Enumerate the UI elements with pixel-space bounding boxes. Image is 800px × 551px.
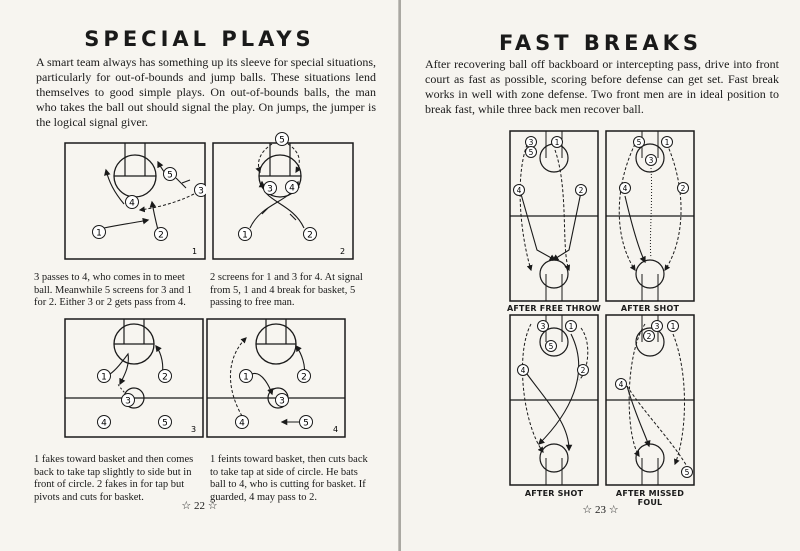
svg-text:4: 4 xyxy=(622,184,628,193)
player-3-marker xyxy=(264,182,277,195)
player-2-marker xyxy=(304,228,317,241)
fast-break-label-3: AFTER SHOT xyxy=(524,489,584,498)
svg-text:4: 4 xyxy=(129,198,135,209)
svg-text:4: 4 xyxy=(101,418,107,429)
player-3-marker xyxy=(276,394,289,407)
player-5-marker xyxy=(164,168,177,181)
player-5-marker xyxy=(300,416,313,429)
svg-text:1: 1 xyxy=(96,228,102,239)
svg-text:5: 5 xyxy=(162,418,168,429)
svg-text:2: 2 xyxy=(158,230,164,241)
svg-text:2: 2 xyxy=(580,366,586,375)
diagram-number: 4 xyxy=(333,425,339,434)
player-2-marker xyxy=(159,370,172,383)
player-5-marker-top xyxy=(272,130,292,150)
svg-text:1: 1 xyxy=(101,372,107,383)
fast-break-diagram-3 xyxy=(509,314,599,486)
left-intro-text: A smart team always has something up its sleeve for special situations, particularly for out-of-bounds and jump balls. These situations lend themselves to good simple plays. On out-of-bounds balls, the man who takes the ball out should signal the play. On jumps, the jumper is the logical signal giver. xyxy=(36,55,376,129)
svg-text:4: 4 xyxy=(239,418,245,429)
player-1-marker xyxy=(239,228,252,241)
svg-text:3: 3 xyxy=(528,138,534,147)
svg-text:3: 3 xyxy=(198,186,204,197)
player-2-marker xyxy=(155,228,168,241)
player-4-marker xyxy=(126,196,139,209)
svg-text:3: 3 xyxy=(279,396,285,407)
player-1-marker xyxy=(240,370,253,383)
play-diagram-2 xyxy=(212,142,354,260)
player-5-marker xyxy=(159,416,172,429)
play-diagram-1 xyxy=(64,142,206,260)
svg-text:3: 3 xyxy=(654,322,660,331)
fast-break-diagram-2 xyxy=(605,130,695,302)
svg-text:5: 5 xyxy=(167,170,173,181)
fast-break-diagram-1 xyxy=(509,130,599,302)
svg-text:5: 5 xyxy=(636,138,642,147)
svg-text:4: 4 xyxy=(289,183,295,194)
diagram-1-caption: 3 passes to 4, who comes in to meet ball. Meanwhile 5 screens for 3 and 1 for 2. Either 3 or 2 gets pass from 4. xyxy=(34,272,193,309)
svg-text:1: 1 xyxy=(664,138,670,147)
diagram-4-caption: 1 feints toward basket, then cuts back to take tap at side of circle. He bats ball to 4, who is cutting for basket. If guarded, 4 may pass to 2. xyxy=(210,454,368,503)
left-page-number: ☆ 22 ☆ xyxy=(181,500,218,512)
diagram-3-caption: 1 fakes toward basket and then comes back to take tap slightly to side but in front of circle. 2 fakes in for tap but pivots and cuts for basket. xyxy=(34,454,194,503)
fast-break-label-4: AFTER MISSED FOUL xyxy=(615,489,685,507)
right-page xyxy=(401,0,800,551)
svg-text:2: 2 xyxy=(680,184,686,193)
svg-text:2: 2 xyxy=(162,372,168,383)
right-page-title: FAST BREAKS xyxy=(498,31,703,55)
player-4-marker xyxy=(98,416,111,429)
svg-text:1: 1 xyxy=(243,372,249,383)
svg-text:2: 2 xyxy=(578,186,584,195)
player-3-marker xyxy=(195,184,207,197)
svg-text:3: 3 xyxy=(125,396,131,407)
svg-text:3: 3 xyxy=(540,322,546,331)
left-page-title: SPECIAL PLAYS xyxy=(84,27,315,51)
svg-text:5: 5 xyxy=(684,468,690,477)
diagram-2-caption: 2 screens for 1 and 3 for 4. At signal from 5, 1 and 4 break for basket, 5 passing to free man. xyxy=(210,272,363,309)
fast-break-diagram-4 xyxy=(605,314,695,486)
svg-text:5: 5 xyxy=(528,148,534,157)
svg-text:5: 5 xyxy=(548,342,554,351)
svg-text:4: 4 xyxy=(618,380,624,389)
svg-text:5: 5 xyxy=(303,418,309,429)
svg-text:4: 4 xyxy=(520,366,526,375)
play-diagram-4 xyxy=(206,318,346,438)
right-intro-text: After recovering ball off backboard or intercepting pass, drive into front court as fast as possible, scoring before defense can get set. Fast break works in well with zone defense. Two front men are in ideal position to break fast, while three back men recover ball. xyxy=(425,57,779,116)
svg-text:5: 5 xyxy=(279,135,285,146)
player-2-marker xyxy=(298,370,311,383)
svg-text:3: 3 xyxy=(648,156,654,165)
diagram-number: 2 xyxy=(340,247,346,256)
play-diagram-3 xyxy=(64,318,204,438)
player-3-marker xyxy=(122,394,135,407)
svg-text:2: 2 xyxy=(646,332,652,341)
svg-text:1: 1 xyxy=(242,230,248,241)
svg-text:1: 1 xyxy=(670,322,676,331)
player-1-marker xyxy=(93,226,106,239)
left-page xyxy=(0,0,399,551)
fast-break-label-1: AFTER FREE THROW xyxy=(506,304,601,313)
diagram-number: 1 xyxy=(192,247,198,256)
player-1-marker xyxy=(98,370,111,383)
svg-text:1: 1 xyxy=(568,322,574,331)
right-page-number: ☆ 23 ☆ xyxy=(582,504,619,516)
svg-text:2: 2 xyxy=(301,372,307,383)
player-4-marker xyxy=(236,416,249,429)
fast-break-label-2: AFTER SHOT xyxy=(620,304,680,313)
player-4-marker xyxy=(286,181,299,194)
diagram-number: 3 xyxy=(191,425,197,434)
svg-text:4: 4 xyxy=(516,186,522,195)
svg-text:3: 3 xyxy=(267,184,273,195)
svg-text:1: 1 xyxy=(554,138,560,147)
svg-text:2: 2 xyxy=(307,230,313,241)
